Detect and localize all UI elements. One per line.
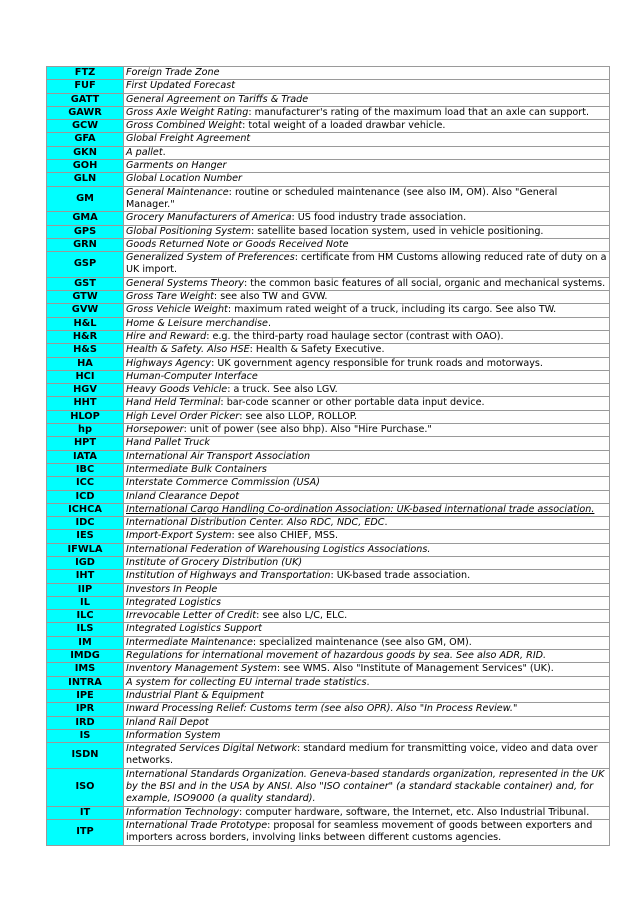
definition-cell xyxy=(124,173,610,186)
definition-text: : see also LLOP, ROLLOP. xyxy=(239,410,358,422)
abbreviation-cell: GM xyxy=(47,186,124,212)
term-text: Horsepower xyxy=(126,424,184,436)
table-row xyxy=(47,304,610,317)
abbreviation-cell: HLOP xyxy=(47,410,124,423)
definition-text: : bar-code scanner or other portable data input device. xyxy=(220,397,485,409)
definition-cell xyxy=(124,238,610,251)
abbreviation-cell: IS xyxy=(47,729,124,742)
term-text: Global Freight Agreement xyxy=(126,133,251,145)
table-row xyxy=(47,437,610,450)
definition-cell xyxy=(124,450,610,463)
definition-text: : Health & Safety Executive. xyxy=(249,344,385,356)
table-row xyxy=(47,173,610,186)
term-text: Gross Vehicle Weight xyxy=(126,304,228,316)
abbreviation-cell: GAWR xyxy=(47,106,124,119)
term-text: High Level Order Picker xyxy=(126,410,240,422)
term-text: General Maintenance xyxy=(126,186,229,198)
term-text: Integrated Services Digital Network xyxy=(126,743,298,755)
definition-cell xyxy=(124,277,610,290)
abbreviation-cell: IATA xyxy=(47,450,124,463)
table-row xyxy=(47,277,610,290)
table-row xyxy=(47,291,610,304)
abbreviation-cell: ICHCA xyxy=(47,503,124,516)
definition-cell xyxy=(124,570,610,583)
abbreviation-cell: ICC xyxy=(47,477,124,490)
table-row xyxy=(47,819,610,845)
definition-text: . xyxy=(366,676,370,688)
table-row xyxy=(47,650,610,663)
term-text: A system for collecting EU internal trade statistics xyxy=(126,676,367,688)
definition-cell xyxy=(124,716,610,729)
abbreviation-cell: ILS xyxy=(47,623,124,636)
table-row xyxy=(47,317,610,330)
abbreviation-cell: HA xyxy=(47,357,124,370)
definition-cell xyxy=(124,556,610,569)
definition-text: : unit of power (see also bhp). Also "Hire Purchase." xyxy=(183,424,432,436)
term-text: Institute of Grocery Distribution (UK) xyxy=(126,556,303,568)
definition-cell xyxy=(124,596,610,609)
table-row xyxy=(47,146,610,159)
abbreviation-cell: ISDN xyxy=(47,743,124,769)
abbreviation-cell: IFWLA xyxy=(47,543,124,556)
table-row xyxy=(47,610,610,623)
definition-cell xyxy=(124,384,610,397)
definition-text: : routine or scheduled maintenance (see also IM, OM). Also "General Manager." xyxy=(126,186,558,210)
definition-cell xyxy=(124,225,610,238)
abbreviation-cell: FTZ xyxy=(47,67,124,80)
term-text: Inventory Management System xyxy=(126,663,277,675)
definition-text: : US food industry trade association. xyxy=(291,212,467,224)
abbreviation-cell: GKN xyxy=(47,146,124,159)
term-text: Health & Safety. Also HSE xyxy=(126,344,250,356)
table-row xyxy=(47,703,610,716)
abbreviation-cell: IRD xyxy=(47,716,124,729)
definition-text: : specialized maintenance (see also GM, OM). xyxy=(252,636,472,648)
table-row xyxy=(47,530,610,543)
abbreviation-cell: HGV xyxy=(47,384,124,397)
definition-text: : a truck. See also LGV. xyxy=(227,384,338,396)
term-text: Inland Clearance Depot xyxy=(126,490,239,502)
table-row xyxy=(47,106,610,119)
abbreviation-cell: hp xyxy=(47,424,124,437)
abbreviation-cell: IT xyxy=(47,806,124,819)
abbreviation-cell: IIP xyxy=(47,583,124,596)
table-row xyxy=(47,543,610,556)
table-row xyxy=(47,67,610,80)
term-text: Gross Axle Weight Rating xyxy=(126,106,249,118)
definition-cell xyxy=(124,186,610,212)
term-text: Irrevocable Letter of Credit xyxy=(126,610,257,622)
definition-cell xyxy=(124,330,610,343)
definition-text: : UK-based trade association. xyxy=(330,570,471,582)
term-text: Hire and Reward xyxy=(126,330,207,342)
definition-cell xyxy=(124,344,610,357)
abbreviation-cell: HHT xyxy=(47,397,124,410)
term-text: Interstate Commerce Commission (USA) xyxy=(126,477,320,489)
abbreviation-cell: GATT xyxy=(47,93,124,106)
definition-text: : certificate from HM Customs allowing reduced rate of duty on a UK import. xyxy=(126,252,607,276)
definition-cell xyxy=(124,743,610,769)
definition-cell xyxy=(124,610,610,623)
definition-cell xyxy=(124,806,610,819)
table-row xyxy=(47,636,610,649)
term-text: Inland Rail Depot xyxy=(126,716,209,728)
abbreviation-cell: IPR xyxy=(47,703,124,716)
abbreviation-cell: GLN xyxy=(47,173,124,186)
definition-cell xyxy=(124,424,610,437)
abbreviation-cell: GOH xyxy=(47,160,124,173)
table-row xyxy=(47,729,610,742)
definition-cell xyxy=(124,212,610,225)
definition-text: : e.g. the third-party road haulage sector (contrast with OAO). xyxy=(206,330,504,342)
definition-cell xyxy=(124,503,610,516)
term-text: Generalized System of Preferences xyxy=(126,252,295,264)
definition-cell xyxy=(124,463,610,476)
term-text: Human-Computer Interface xyxy=(126,370,258,382)
definition-cell xyxy=(124,133,610,146)
term-text: Regulations for international movement of hazardous goods by sea. See also ADR, RID. xyxy=(126,650,547,662)
abbreviation-cell: IMDG xyxy=(47,650,124,663)
abbreviation-cell: GMA xyxy=(47,212,124,225)
table-row xyxy=(47,556,610,569)
abbreviation-cell: GFA xyxy=(47,133,124,146)
table-row xyxy=(47,80,610,93)
table-row xyxy=(47,212,610,225)
table-row xyxy=(47,663,610,676)
abbreviation-cell: GSP xyxy=(47,252,124,278)
term-text: Intermediate Maintenance xyxy=(126,636,253,648)
abbreviation-cell: ICD xyxy=(47,490,124,503)
table-row xyxy=(47,596,610,609)
term-text: Information System xyxy=(126,729,221,741)
table-row xyxy=(47,330,610,343)
definition-cell xyxy=(124,530,610,543)
term-text: Grocery Manufacturers of America xyxy=(126,212,292,224)
table-row xyxy=(47,689,610,702)
definition-cell xyxy=(124,689,610,702)
term-text: Foreign Trade Zone xyxy=(126,67,220,78)
abbreviation-cell: ILC xyxy=(47,610,124,623)
definition-cell xyxy=(124,623,610,636)
term-text: Global Positioning System xyxy=(126,225,252,237)
term-text: First Updated Forecast xyxy=(126,80,235,92)
definition-cell xyxy=(124,819,610,845)
definition-cell xyxy=(124,317,610,330)
definition-cell xyxy=(124,160,610,173)
definition-cell xyxy=(124,729,610,742)
abbreviation-cell: ITP xyxy=(47,819,124,845)
term-text: International Federation of Warehousing Logistics Associations. xyxy=(126,543,431,555)
abbreviation-cell: IHT xyxy=(47,570,124,583)
table-row xyxy=(47,676,610,689)
abbreviation-cell: GRN xyxy=(47,238,124,251)
definition-text: : proposal for seamless movement of goods between exporters and importers across borders, involving links between different customs agencies. xyxy=(126,819,593,844)
term-text: Gross Combined Weight xyxy=(126,120,243,132)
term-text: International Cargo Handling Co-ordination Association: UK-based international trade association. xyxy=(126,503,595,515)
table-row xyxy=(47,424,610,437)
abbreviation-cell: HPT xyxy=(47,437,124,450)
definition-cell xyxy=(124,291,610,304)
table-row xyxy=(47,344,610,357)
term-text: International Air Transport Association xyxy=(126,450,311,462)
definition-text: : maximum rated weight of a truck, including its cargo. See also TW. xyxy=(227,304,557,316)
definition-text: . xyxy=(384,517,388,529)
term-text: Import-Export System xyxy=(126,530,232,542)
term-text: Integrated Logistics Support xyxy=(126,623,262,635)
term-text: Industrial Plant & Equipment xyxy=(126,689,264,701)
definition-cell xyxy=(124,517,610,530)
definition-text: : standard medium for transmitting voice, video and data over networks. xyxy=(126,743,598,767)
table-row xyxy=(47,477,610,490)
abbreviation-cell: ISO xyxy=(47,768,124,806)
abbreviation-cell: H&R xyxy=(47,330,124,343)
table-row xyxy=(47,503,610,516)
table-row xyxy=(47,252,610,278)
definition-cell xyxy=(124,477,610,490)
definition-text: : UK government agency responsible for trunk roads and motorways. xyxy=(211,357,543,369)
table-row xyxy=(47,806,610,819)
table-row xyxy=(47,384,610,397)
definition-cell xyxy=(124,80,610,93)
table-row xyxy=(47,463,610,476)
definition-text: : see also CHIEF, MSS. xyxy=(231,530,339,542)
definition-cell xyxy=(124,663,610,676)
definition-cell xyxy=(124,304,610,317)
definition-cell xyxy=(124,410,610,423)
term-text: Hand Pallet Truck xyxy=(126,437,210,449)
definition-text: : see also L/C, ELC. xyxy=(256,610,348,622)
table-row xyxy=(47,570,610,583)
term-text: A pallet xyxy=(126,146,163,158)
definition-cell xyxy=(124,397,610,410)
table-row xyxy=(47,225,610,238)
definition-cell xyxy=(124,583,610,596)
table-row xyxy=(47,357,610,370)
definition-text: : see WMS. Also "Institute of Management Services" (UK). xyxy=(276,663,554,675)
table-row xyxy=(47,133,610,146)
table-row xyxy=(47,238,610,251)
term-text: General Systems Theory xyxy=(126,277,245,289)
table-row xyxy=(47,410,610,423)
definition-cell xyxy=(124,67,610,80)
definition-cell xyxy=(124,252,610,278)
abbreviation-cell: GVW xyxy=(47,304,124,317)
abbreviation-cell: IDC xyxy=(47,517,124,530)
definition-text: : manufacturer's rating of the maximum load that an axle can support. xyxy=(248,106,590,118)
definition-text: : satellite based location system, used in vehicle positioning. xyxy=(251,225,544,237)
term-text: Institution of Highways and Transportation xyxy=(126,570,331,582)
definition-cell xyxy=(124,93,610,106)
abbreviation-cell: FUF xyxy=(47,80,124,93)
table-row xyxy=(47,716,610,729)
definition-cell xyxy=(124,703,610,716)
abbreviation-cell: H&S xyxy=(47,344,124,357)
abbreviation-cell: IPE xyxy=(47,689,124,702)
term-text: Garments on Hanger xyxy=(126,160,227,172)
abbreviation-cell: H&L xyxy=(47,317,124,330)
abbreviation-cell: IBC xyxy=(47,463,124,476)
definition-text: : total weight of a loaded drawbar vehicle. xyxy=(242,120,446,132)
term-text: Global Location Number xyxy=(126,173,242,185)
table-row xyxy=(47,623,610,636)
table-row xyxy=(47,583,610,596)
definition-cell xyxy=(124,676,610,689)
abbreviation-cell: IMS xyxy=(47,663,124,676)
table-row xyxy=(47,370,610,383)
definition-text: : the common basic features of all social, organic and mechanical systems. xyxy=(244,277,606,289)
definition-cell xyxy=(124,768,610,806)
abbreviation-cell: IL xyxy=(47,596,124,609)
abbreviation-cell: IES xyxy=(47,530,124,543)
term-text: International Distribution Center. Also RDC, NDC, EDC xyxy=(126,517,385,529)
term-text: Intermediate Bulk Containers xyxy=(126,463,267,475)
definition-cell xyxy=(124,146,610,159)
definition-cell xyxy=(124,357,610,370)
definition-cell xyxy=(124,650,610,663)
definition-cell xyxy=(124,490,610,503)
abbreviation-cell: GTW xyxy=(47,291,124,304)
term-text: Gross Tare Weight xyxy=(126,291,214,303)
abbreviation-cell: GPS xyxy=(47,225,124,238)
definition-text: . xyxy=(267,317,272,329)
abbreviation-cell: IGD xyxy=(47,556,124,569)
definition-cell xyxy=(124,543,610,556)
term-text: International Trade Prototype xyxy=(126,819,268,831)
table-row xyxy=(47,517,610,530)
table-row xyxy=(47,120,610,133)
table-row xyxy=(47,768,610,806)
abbreviation-cell: IM xyxy=(47,636,124,649)
term-text: Highways Agency xyxy=(126,357,212,369)
table-row xyxy=(47,397,610,410)
abbreviation-cell: HCI xyxy=(47,370,124,383)
term-text: Goods Returned Note or Goods Received Note xyxy=(126,238,349,250)
term-text: Home & Leisure merchandise xyxy=(126,317,268,329)
abbreviation-cell: GST xyxy=(47,277,124,290)
table-row xyxy=(47,186,610,212)
definition-text: . xyxy=(162,146,166,158)
term-text: Heavy Goods Vehicle xyxy=(126,384,228,396)
definition-text: : see also TW and GVW. xyxy=(213,291,328,303)
table-row xyxy=(47,160,610,173)
definition-cell xyxy=(124,437,610,450)
term-text: Inward Processing Relief: Customs term (see also OPR). Also "In Process Review." xyxy=(126,703,518,715)
term-text: General Agreement on Tariffs & Trade xyxy=(126,93,309,105)
table-row xyxy=(47,743,610,769)
term-text: Investors In People xyxy=(126,583,218,595)
abbreviation-cell: GCW xyxy=(47,120,124,133)
abbreviation-cell: INTRA xyxy=(47,676,124,689)
table-row xyxy=(47,450,610,463)
term-text: Information Technology xyxy=(126,806,239,818)
table-row xyxy=(47,93,610,106)
definition-cell xyxy=(124,120,610,133)
definition-text: : computer hardware, software, the Internet, etc. Also Industrial Tribunal. xyxy=(238,806,590,818)
term-text: Hand Held Terminal xyxy=(126,397,221,409)
glossary-table xyxy=(46,66,610,846)
term-text: International Standards Organization. Geneva-based standards organization, represented in the UK by the BSI and in the USA by ANSI. Also "ISO container" (a standard stackable container) and, for example, ISO9000 (a quality standard). xyxy=(126,768,605,805)
definition-cell xyxy=(124,106,610,119)
glossary-body xyxy=(47,67,610,846)
definition-cell xyxy=(124,370,610,383)
definition-cell xyxy=(124,636,610,649)
term-text: Integrated Logistics xyxy=(126,596,221,608)
table-row xyxy=(47,490,610,503)
